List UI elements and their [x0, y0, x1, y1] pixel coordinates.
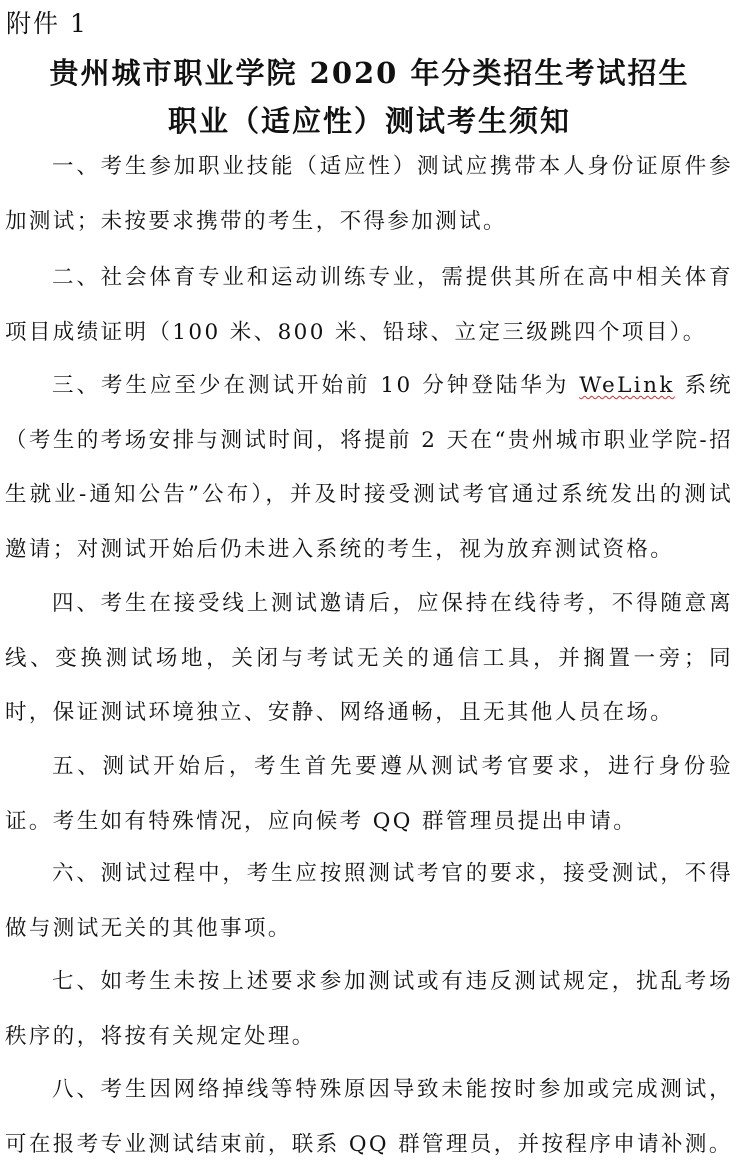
spellcheck-underlined-word: WeLink — [579, 373, 675, 398]
notice-item-6: 六、测试过程中，考生应按照测试考官的要求，接受测试，不得做与测试无关的其他事项。 — [5, 861, 733, 941]
notice-item-2: 二、社会体育专业和运动训练专业，需提供其所在高中相关体育项目成绩证明（100 米、800 米、铅球、立定三级跳四个项目）。 — [5, 265, 733, 345]
notice-item-7: 七、如考生未按上述要求参加测试或有违反测试规定，扰乱考场秩序的，将按有关规定处理。 — [5, 969, 733, 1049]
document-title-line-2: 职业（适应性）测试考生须知 — [167, 104, 571, 138]
notice-item-1: 一、考生参加职业技能（适应性）测试应携带本人身份证原件参加测试；未按要求携带的考生，不得参加测试。 — [5, 154, 733, 234]
document-title-line-1: 贵州城市职业学院 2020 年分类招生考试招生 — [49, 56, 690, 90]
notice-item-3 — [5, 359, 733, 577]
notice-item-3-text-after: 系统（考生的考场安排与测试时间，将提前 2 天在“贵州城市职业学院-招生就业-通知公告”公布），并及时接受测试考官通过系统发出的测试邀请；对测试开始后仍未进入系统的考生，视为放弃测试资格。 — [5, 373, 733, 562]
notice-item-8: 八、考生因网络掉线等特殊原因导致未能按时参加或完成测试，可在报考专业测试结束前，联系 QQ 群管理员，并按程序申请补测。 — [5, 1077, 733, 1157]
attachment-label: 附件 1 — [6, 9, 88, 38]
notice-item-3-text-before: 三、考生应至少在测试开始前 10 分钟登陆华为 — [52, 373, 580, 398]
notice-item-4: 四、考生在接受线上测试邀请后，应保持在线待考，不得随意离线、变换测试场地，关闭与考试无关的通信工具，并搁置一旁；同时，保证测试环境独立、安静、网络通畅，且无其他人员在场。 — [5, 591, 733, 725]
notice-item-5: 五、测试开始后，考生首先要遵从测试考官要求，进行身份验证。考生如有特殊情况，应向候考 QQ 群管理员提出申请。 — [5, 754, 733, 834]
